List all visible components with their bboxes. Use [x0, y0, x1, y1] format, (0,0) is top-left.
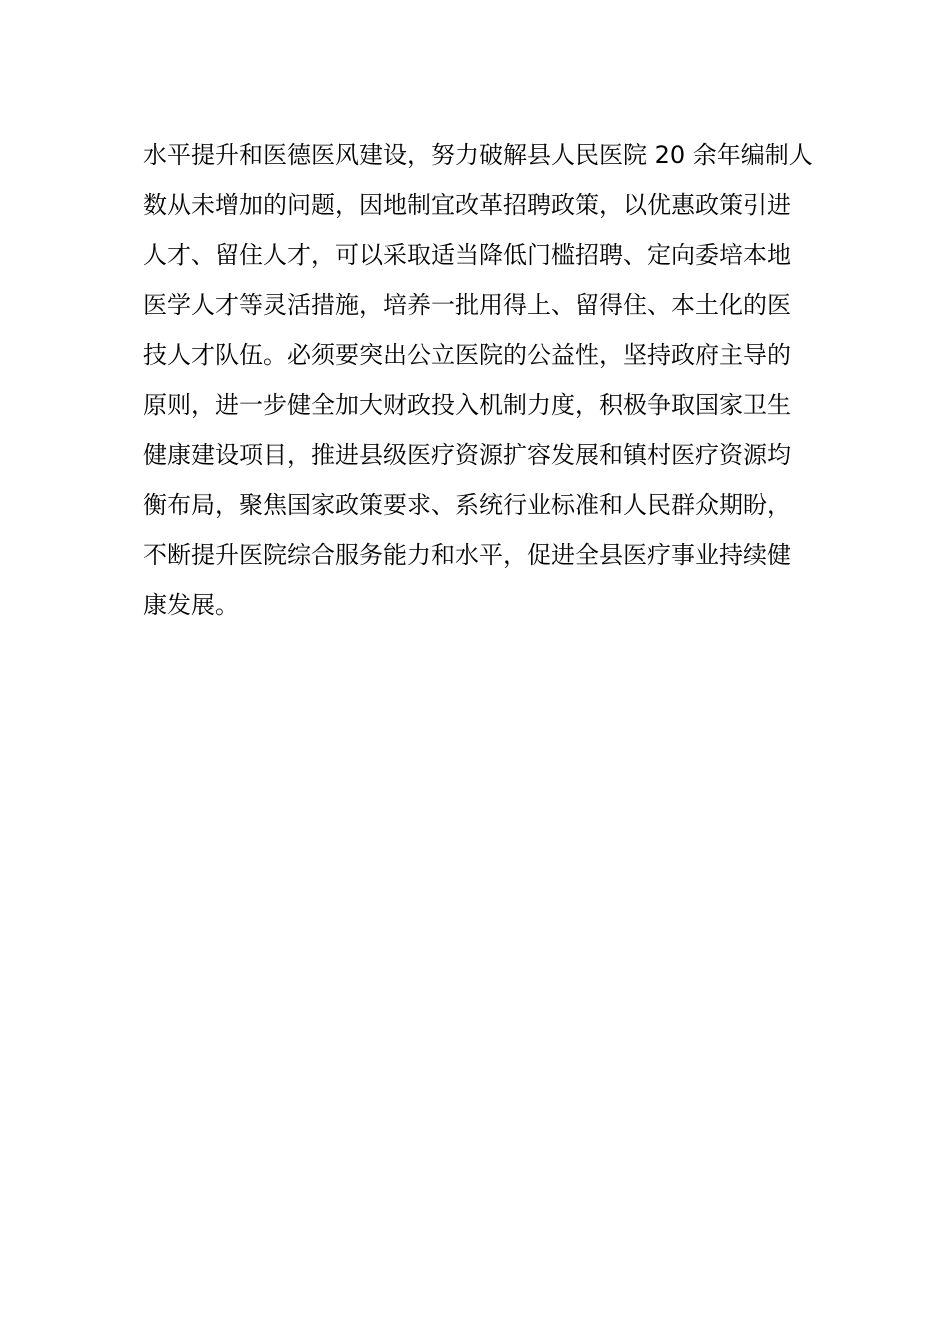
paragraph-line: 康发展。 [143, 591, 239, 619]
paragraph-line: 技人才队伍。必须要突出公立医院的公益性，坚持政府主导的 [143, 341, 791, 369]
paragraph-line: 健康建设项目，推进县级医疗资源扩容发展和镇村医疗资源均 [143, 441, 791, 469]
paragraph-line: 不断提升医院综合服务能力和水平，促进全县医疗事业持续健 [143, 541, 791, 569]
paragraph-line: 数从未增加的问题，因地制宜改革招聘政策，以优惠政策引进 [143, 191, 791, 219]
paragraph-line: 人才、留住人才，可以采取适当降低门槛招聘、定向委培本地 [143, 241, 791, 269]
paragraph-line: 医学人才等灵活措施，培养一批用得上、留得住、本土化的医 [143, 291, 791, 319]
body-paragraph [143, 130, 823, 630]
paragraph-line: 原则，进一步健全加大财政投入机制力度，积极争取国家卫生 [143, 391, 791, 419]
paragraph-line: 衡布局，聚焦国家政策要求、系统行业标准和人民群众期盼， [143, 491, 791, 519]
paragraph-line: 水平提升和医德医风建设，努力破解县人民医院 20 余年编制人 [143, 141, 813, 169]
